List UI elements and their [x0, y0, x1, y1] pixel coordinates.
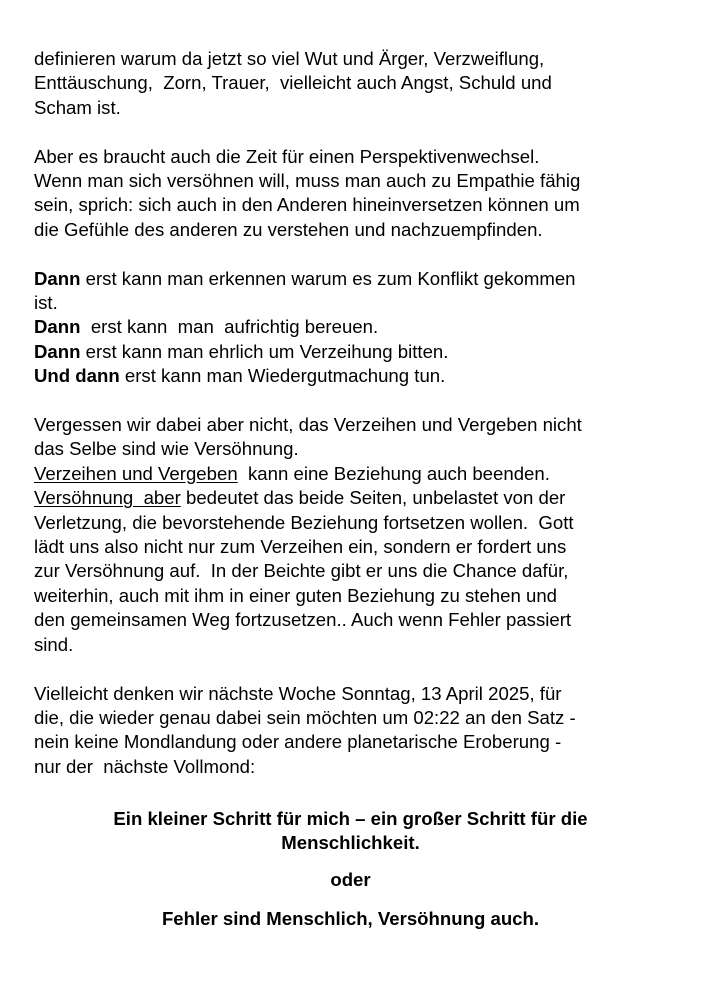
text-line: Enttäuschung, Zorn, Trauer, vielleicht auch Angst, Schuld und	[34, 72, 552, 94]
closing-oder: oder	[330, 869, 371, 890]
text-line: die, die wieder genau dabei sein möchten um 02:22 an den Satz -	[34, 706, 576, 728]
paragraph-perspective	[34, 145, 674, 243]
text-line: Scham ist.	[34, 96, 121, 118]
quote-line: Ein kleiner Schritt für mich – ein großer Schritt für die	[113, 808, 588, 829]
text-line: ist.	[34, 292, 58, 314]
line-rest: kann eine Beziehung auch beenden.	[237, 462, 550, 484]
line-rest: erst kann man aufrichtig bereuen.	[80, 316, 379, 338]
bold-keyword: Dann	[34, 316, 81, 338]
text-line: Wenn man sich versöhnen will, muss man auch zu Empathie fähig	[34, 170, 581, 192]
bold-keyword: Dann	[34, 267, 81, 289]
text-line: die Gefühle des anderen zu verstehen und nachzuempfinden.	[34, 218, 543, 240]
text-line: sein, sprich: sich auch in den Anderen hineinversetzen können um	[34, 194, 580, 216]
bold-keyword: Und dann	[34, 365, 120, 387]
paragraph-emotions	[34, 47, 674, 120]
text-line	[34, 364, 674, 388]
underlined-phrase: Versöhnung aber	[34, 487, 181, 509]
closing-quote	[0, 807, 701, 856]
paragraph-steps	[34, 267, 674, 389]
text-line	[34, 486, 674, 510]
paragraph-reconciliation	[34, 413, 674, 657]
quote-line: Menschlichkeit.	[281, 832, 420, 854]
paragraph-full-moon	[34, 682, 674, 780]
document-body	[34, 47, 674, 779]
line-rest: erst kann man erkennen warum es zum Konflikt gekommen	[80, 267, 576, 289]
text-line: weiterhin, auch mit ihm in einer guten Beziehung zu stehen und	[34, 584, 558, 606]
text-line	[34, 340, 674, 364]
text-line	[34, 315, 674, 339]
bold-keyword: Dann	[34, 340, 81, 362]
paragraph-gap	[34, 120, 674, 144]
text-line: Vergessen wir dabei aber nicht, das Verzeihen und Vergeben nicht	[34, 414, 582, 436]
text-line: sind.	[34, 633, 74, 655]
text-line: zur Versöhnung auf. In der Beichte gibt er uns die Chance dafür,	[34, 560, 569, 582]
text-line	[34, 267, 674, 291]
paragraph-gap	[34, 657, 674, 681]
text-line: Verletzung, die bevorstehende Beziehung fortsetzen wollen. Gott	[34, 511, 574, 533]
closing-final: Fehler sind Menschlich, Versöhnung auch.	[161, 908, 540, 929]
text-line: Vielleicht denken wir nächste Woche Sonntag, 13 April 2025, für	[34, 682, 562, 704]
text-line: Aber es braucht auch die Zeit für einen Perspektivenwechsel.	[34, 145, 540, 167]
line-rest: erst kann man Wiedergutmachung tun.	[119, 365, 446, 387]
text-line	[34, 462, 674, 486]
paragraph-gap	[34, 389, 674, 413]
line-rest: erst kann man ehrlich um Verzeihung bitten.	[80, 340, 449, 362]
line-rest: bedeutet das beide Seiten, unbelastet von der	[180, 487, 566, 509]
underlined-phrase: Verzeihen und Vergeben	[34, 462, 238, 484]
paragraph-gap	[34, 242, 674, 266]
text-line: nein keine Mondlandung oder andere planetarische Eroberung -	[34, 731, 562, 753]
text-line: nur der nächste Vollmond:	[34, 755, 256, 777]
text-line: definieren warum da jetzt so viel Wut und Ärger, Verzweiflung,	[34, 48, 545, 69]
text-line: den gemeinsamen Weg fortzusetzen.. Auch wenn Fehler passiert	[34, 609, 572, 631]
text-line: das Selbe sind wie Versöhnung.	[34, 438, 299, 460]
text-line: lädt uns also nicht nur zum Verzeihen ein, sondern er fordert uns	[34, 536, 567, 558]
